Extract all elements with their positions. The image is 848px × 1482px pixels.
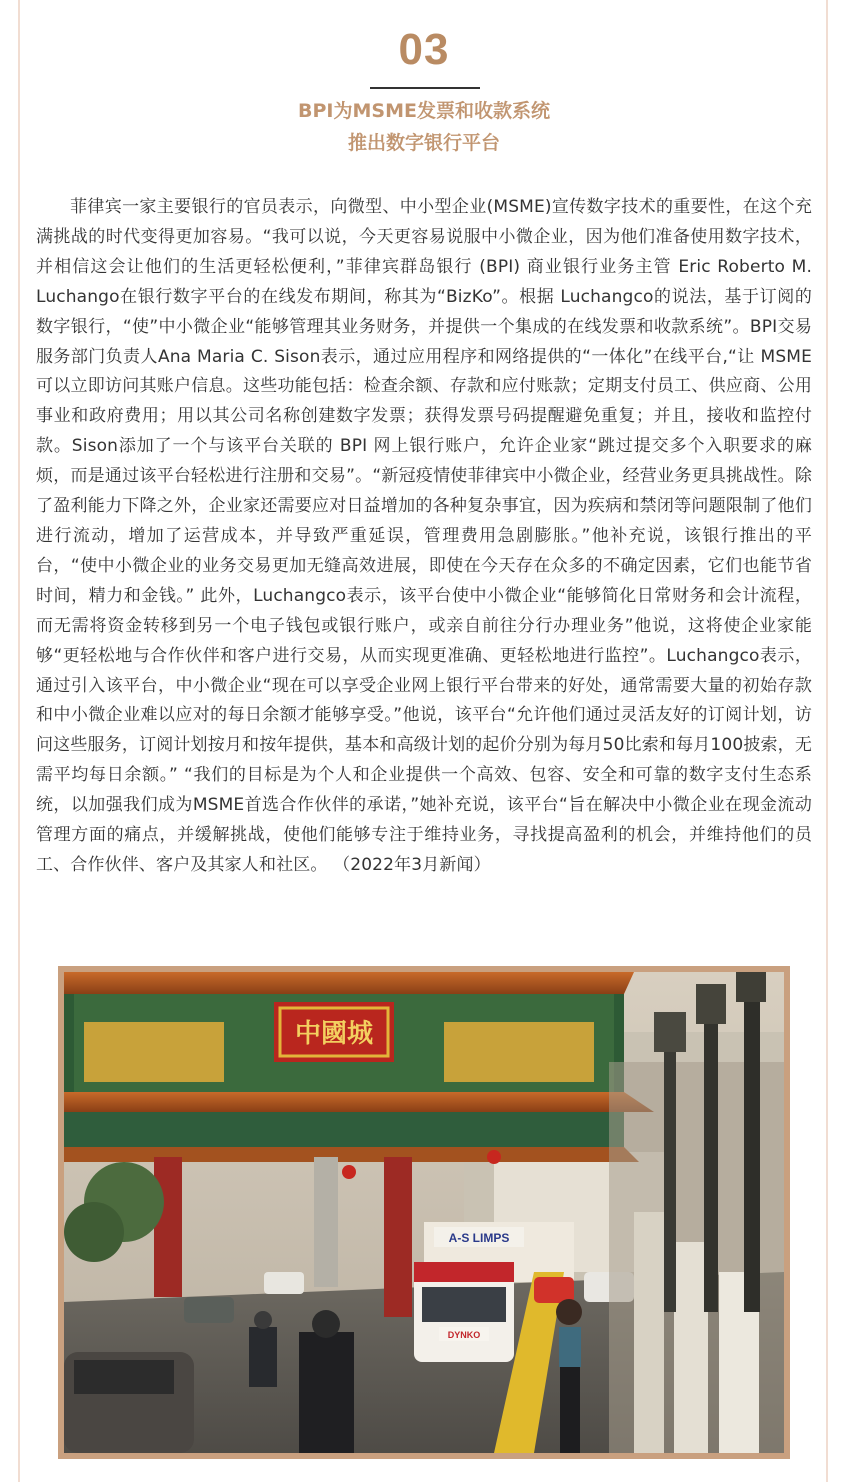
section-title-line-2: 推出数字银行平台: [347, 132, 500, 154]
section-number: 03: [398, 25, 450, 74]
article-body: 菲律宾一家主要银行的官员表示，向微型、中小型企业(MSME)宣传数字技术的重要性，在这个充满挑战的时代变得更加容易。“我可以说，今天更容易说服中小微企业，因为他们准备使用数字技术，并相信这会让他们的生活更轻松便利，”菲律宾群岛银行 (BPI) 商业银行业务主管 Eric Roberto M. Luchango在银行数字平台的在线发布期间，称其为“BizKo”。根据 Luchangco的说法，基于订阅的数字银行，“使”中小微企业“能够管理其业务财务，并提供一个集成的在线发票和收款系统”。BPI交易服务部门负责人Ana Maria C. Sison表示，通过应用程序和网络提供的“一体化”在线平台,“让 MSME 可以立即访问其账户信息。这些功能包括：检查余额、存款和应付账款；定期支付员工、供应商、公用事业和政府费用；用以其公司名称创建数字发票；获得发票号码提醒避免重复；并且，接收和监控付款。Sison添加了一个与该平台关联的 BPI 网上银行账户，允许企业家“跳过提交多个入职要求的麻烦，而是通过该平台轻松进行注册和交易”。“新冠疫情使菲律宾中小微企业，经营业务更具挑战性。除了盈利能力下降之外，企业家还需要应对日益增加的各种复杂事宜，因为疾病和禁闭等问题限制了他们进行流动，增加了运营成本，并导致严重延误，管理费用急剧膨胀。”他补充说，该银行推出的平台，“使中小微企业的业务交易更加无缝高效进展，即使在今天存在众多的不确定因素，它们也能节省时间，精力和金钱。” 此外，Luchangco表示，该平台使中小微企业“能够简化日常财务和会计流程，而无需将资金转移到另一个电子钱包或银行账户，或亲自前往分行办理业务”他说，这将使企业家能够“更轻松地与合作伙伴和客户进行交易，从而实现更准确、更轻松地进行监控”。Luchangco表示，通过引入该平台，中小微企业“现在可以享受企业网上银行平台带来的好处，通常需要大量的初始存款和中小微企业难以应对的每日余额才能够享受。”他说，该平台“允许他们通过灵活友好的订阅计划，访问这些服务，订阅计划按月和按年提供，基本和高级计划的起价分别为每月50比索和每月100披索，无需平均每日余额。” “我们的目标是为个人和企业提供一个高效、包容、安全和可靠的数字支付生态系统，以加强我们成为MSME首选合作伙伴的承诺，”她补充说，该平台“旨在解决中小微企业在现金流动管理方面的痛点，并缓解挑战，使他们能够专注于维持业务，寻找提高盈利的机会，并维持他们的员工、合作伙伴、客户及其家人和社区。 （2022年3月新闻）: [36, 197, 812, 875]
bus-brand-text: DYNKO: [447, 1330, 481, 1340]
storefront-sign-text: A-S LIMPS: [448, 1231, 510, 1245]
title-divider: [370, 87, 480, 89]
section-title-line-1: BPI为MSME发票和收款系统: [298, 100, 550, 122]
chinatown-gate-photo: [64, 972, 784, 1453]
photo-frame: [58, 966, 790, 1459]
photo-illustration: [64, 972, 784, 1453]
section-title: [0, 95, 848, 159]
gate-sign-text: 中國城: [294, 1019, 374, 1049]
